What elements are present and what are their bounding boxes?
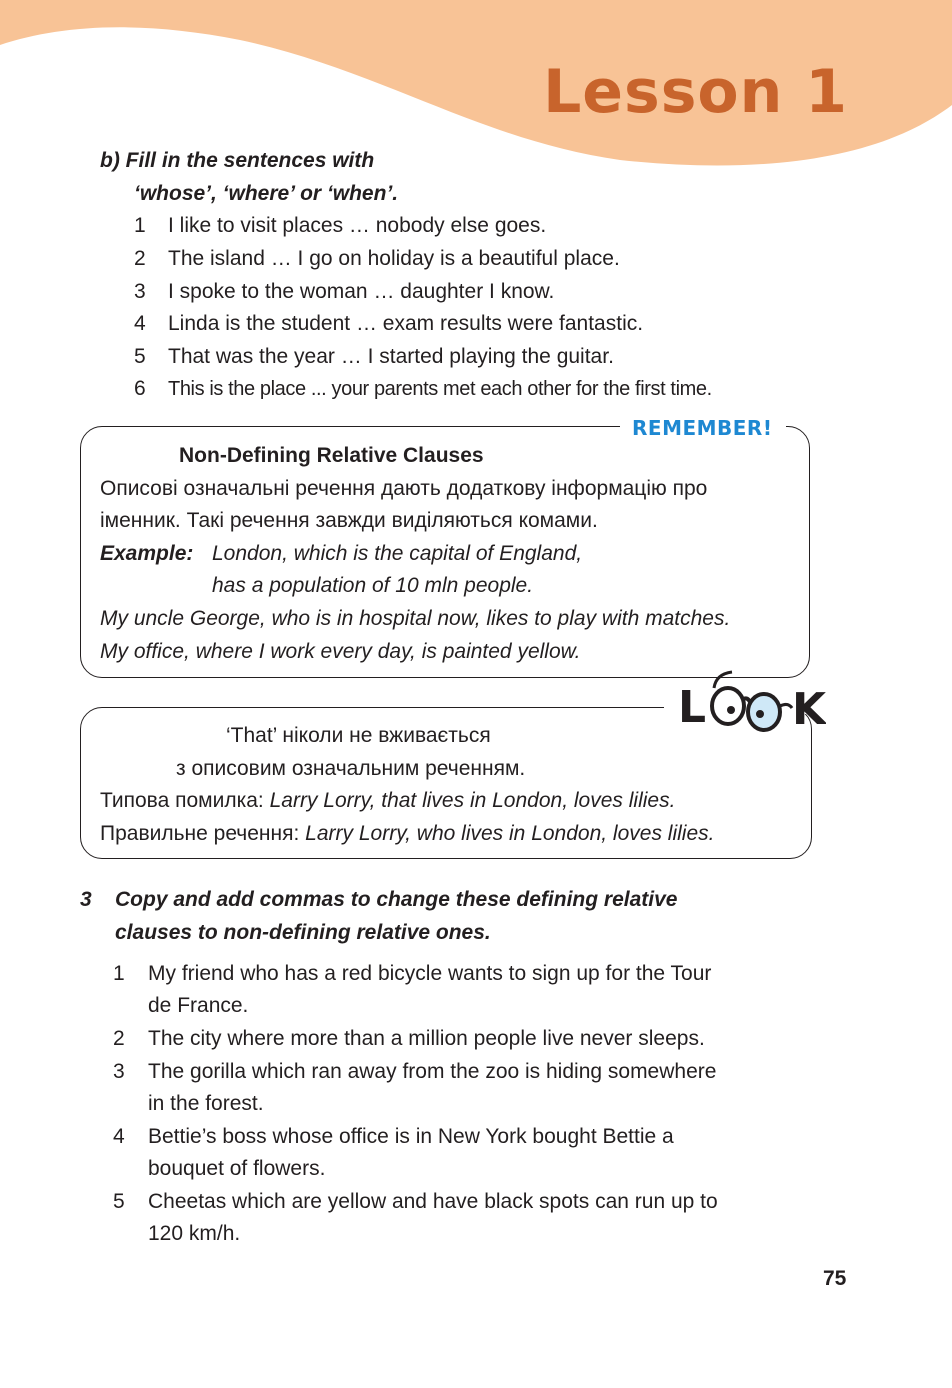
list-item-number: 5 <box>134 345 146 368</box>
example-line3: My uncle George, who is in hospital now, likes to play with matches. <box>100 607 731 630</box>
exercise-3-heading-line2: clauses to non-defining relative ones. <box>115 921 491 944</box>
page-number: 75 <box>823 1267 847 1290</box>
list-item-number: 4 <box>113 1125 125 1148</box>
look-letter-k: K <box>792 684 826 735</box>
list-item: I like to visit places … nobody else goes. <box>168 214 547 237</box>
list-item: The gorilla which ran away from the zoo is hiding somewhere <box>148 1060 717 1083</box>
list-item: The city where more than a million people live never sleeps. <box>148 1027 705 1050</box>
list-item: This is the place ... your parents met each other for the first time. <box>168 378 712 400</box>
wrong-label: Типова помилка: <box>100 789 264 812</box>
look-line2: з описовим означальним реченням. <box>176 757 526 780</box>
example-line2: has a population of 10 mln people. <box>212 574 534 597</box>
list-item-cont: in the forest. <box>148 1092 264 1115</box>
list-item: Cheetas which are yellow and have black spots can run up to <box>148 1190 718 1213</box>
look-letter-l: L <box>678 682 707 733</box>
list-item: My friend who has a red bicycle wants to sign up for the Tour <box>148 962 712 985</box>
list-item-cont: de France. <box>148 994 249 1017</box>
look-badge <box>676 668 826 740</box>
example-label: Example: <box>100 542 194 565</box>
remember-desc-line1: Описові означальні речення дають додаткову інформацію про <box>100 477 708 500</box>
list-item-number: 2 <box>134 247 146 270</box>
list-item: That was the year … I started playing the guitar. <box>168 345 614 368</box>
remember-desc-line2: іменник. Такі речення завжди виділяються комами. <box>100 509 598 532</box>
right-label: Правильне речення: <box>100 822 300 845</box>
exercise-3-heading-line1: Copy and add commas to change these defining relative <box>115 888 678 911</box>
remember-title: Non-Defining Relative Clauses <box>179 444 484 467</box>
list-item-number: 1 <box>113 962 125 985</box>
list-item-number: 6 <box>134 377 146 400</box>
list-item: I spoke to the woman … daughter I know. <box>168 280 555 303</box>
remember-badge: REMEMBER! <box>632 416 773 440</box>
glasses-icon <box>712 672 792 730</box>
list-item-number: 1 <box>134 214 146 237</box>
look-line1: ‘That’ ніколи не вживається <box>226 724 491 747</box>
wrong-text: Larry Lorry, that lives in London, loves lilies. <box>269 789 676 812</box>
list-item: Linda is the student … exam results were fantastic. <box>168 312 644 335</box>
list-item-number: 5 <box>113 1190 125 1213</box>
exercise-3-number: 3 <box>80 888 92 911</box>
lesson-title: Lesson 1 <box>543 57 848 127</box>
list-item: The island … I go on holiday is a beautiful place. <box>168 247 620 270</box>
list-item-number: 2 <box>113 1027 125 1050</box>
list-item-number: 4 <box>134 312 146 335</box>
list-item-number: 3 <box>134 280 146 303</box>
list-item-cont: bouquet of flowers. <box>148 1157 326 1180</box>
exercise-b-heading-line1: b) Fill in the sentences with <box>100 149 375 172</box>
example-line1: London, which is the capital of England, <box>212 542 583 565</box>
right-example <box>100 821 714 847</box>
wrong-example <box>100 788 675 814</box>
list-item: Bettie’s boss whose office is in New York bought Bettie a <box>148 1125 674 1148</box>
list-item-number: 3 <box>113 1060 125 1083</box>
example-line4: My office, where I work every day, is painted yellow. <box>100 640 581 663</box>
list-item-cont: 120 km/h. <box>148 1222 241 1245</box>
right-text: Larry Lorry, who lives in London, loves lilies. <box>305 822 715 845</box>
exercise-b-heading-line2: ‘whose’, ‘where’ or ‘when’. <box>134 182 399 205</box>
